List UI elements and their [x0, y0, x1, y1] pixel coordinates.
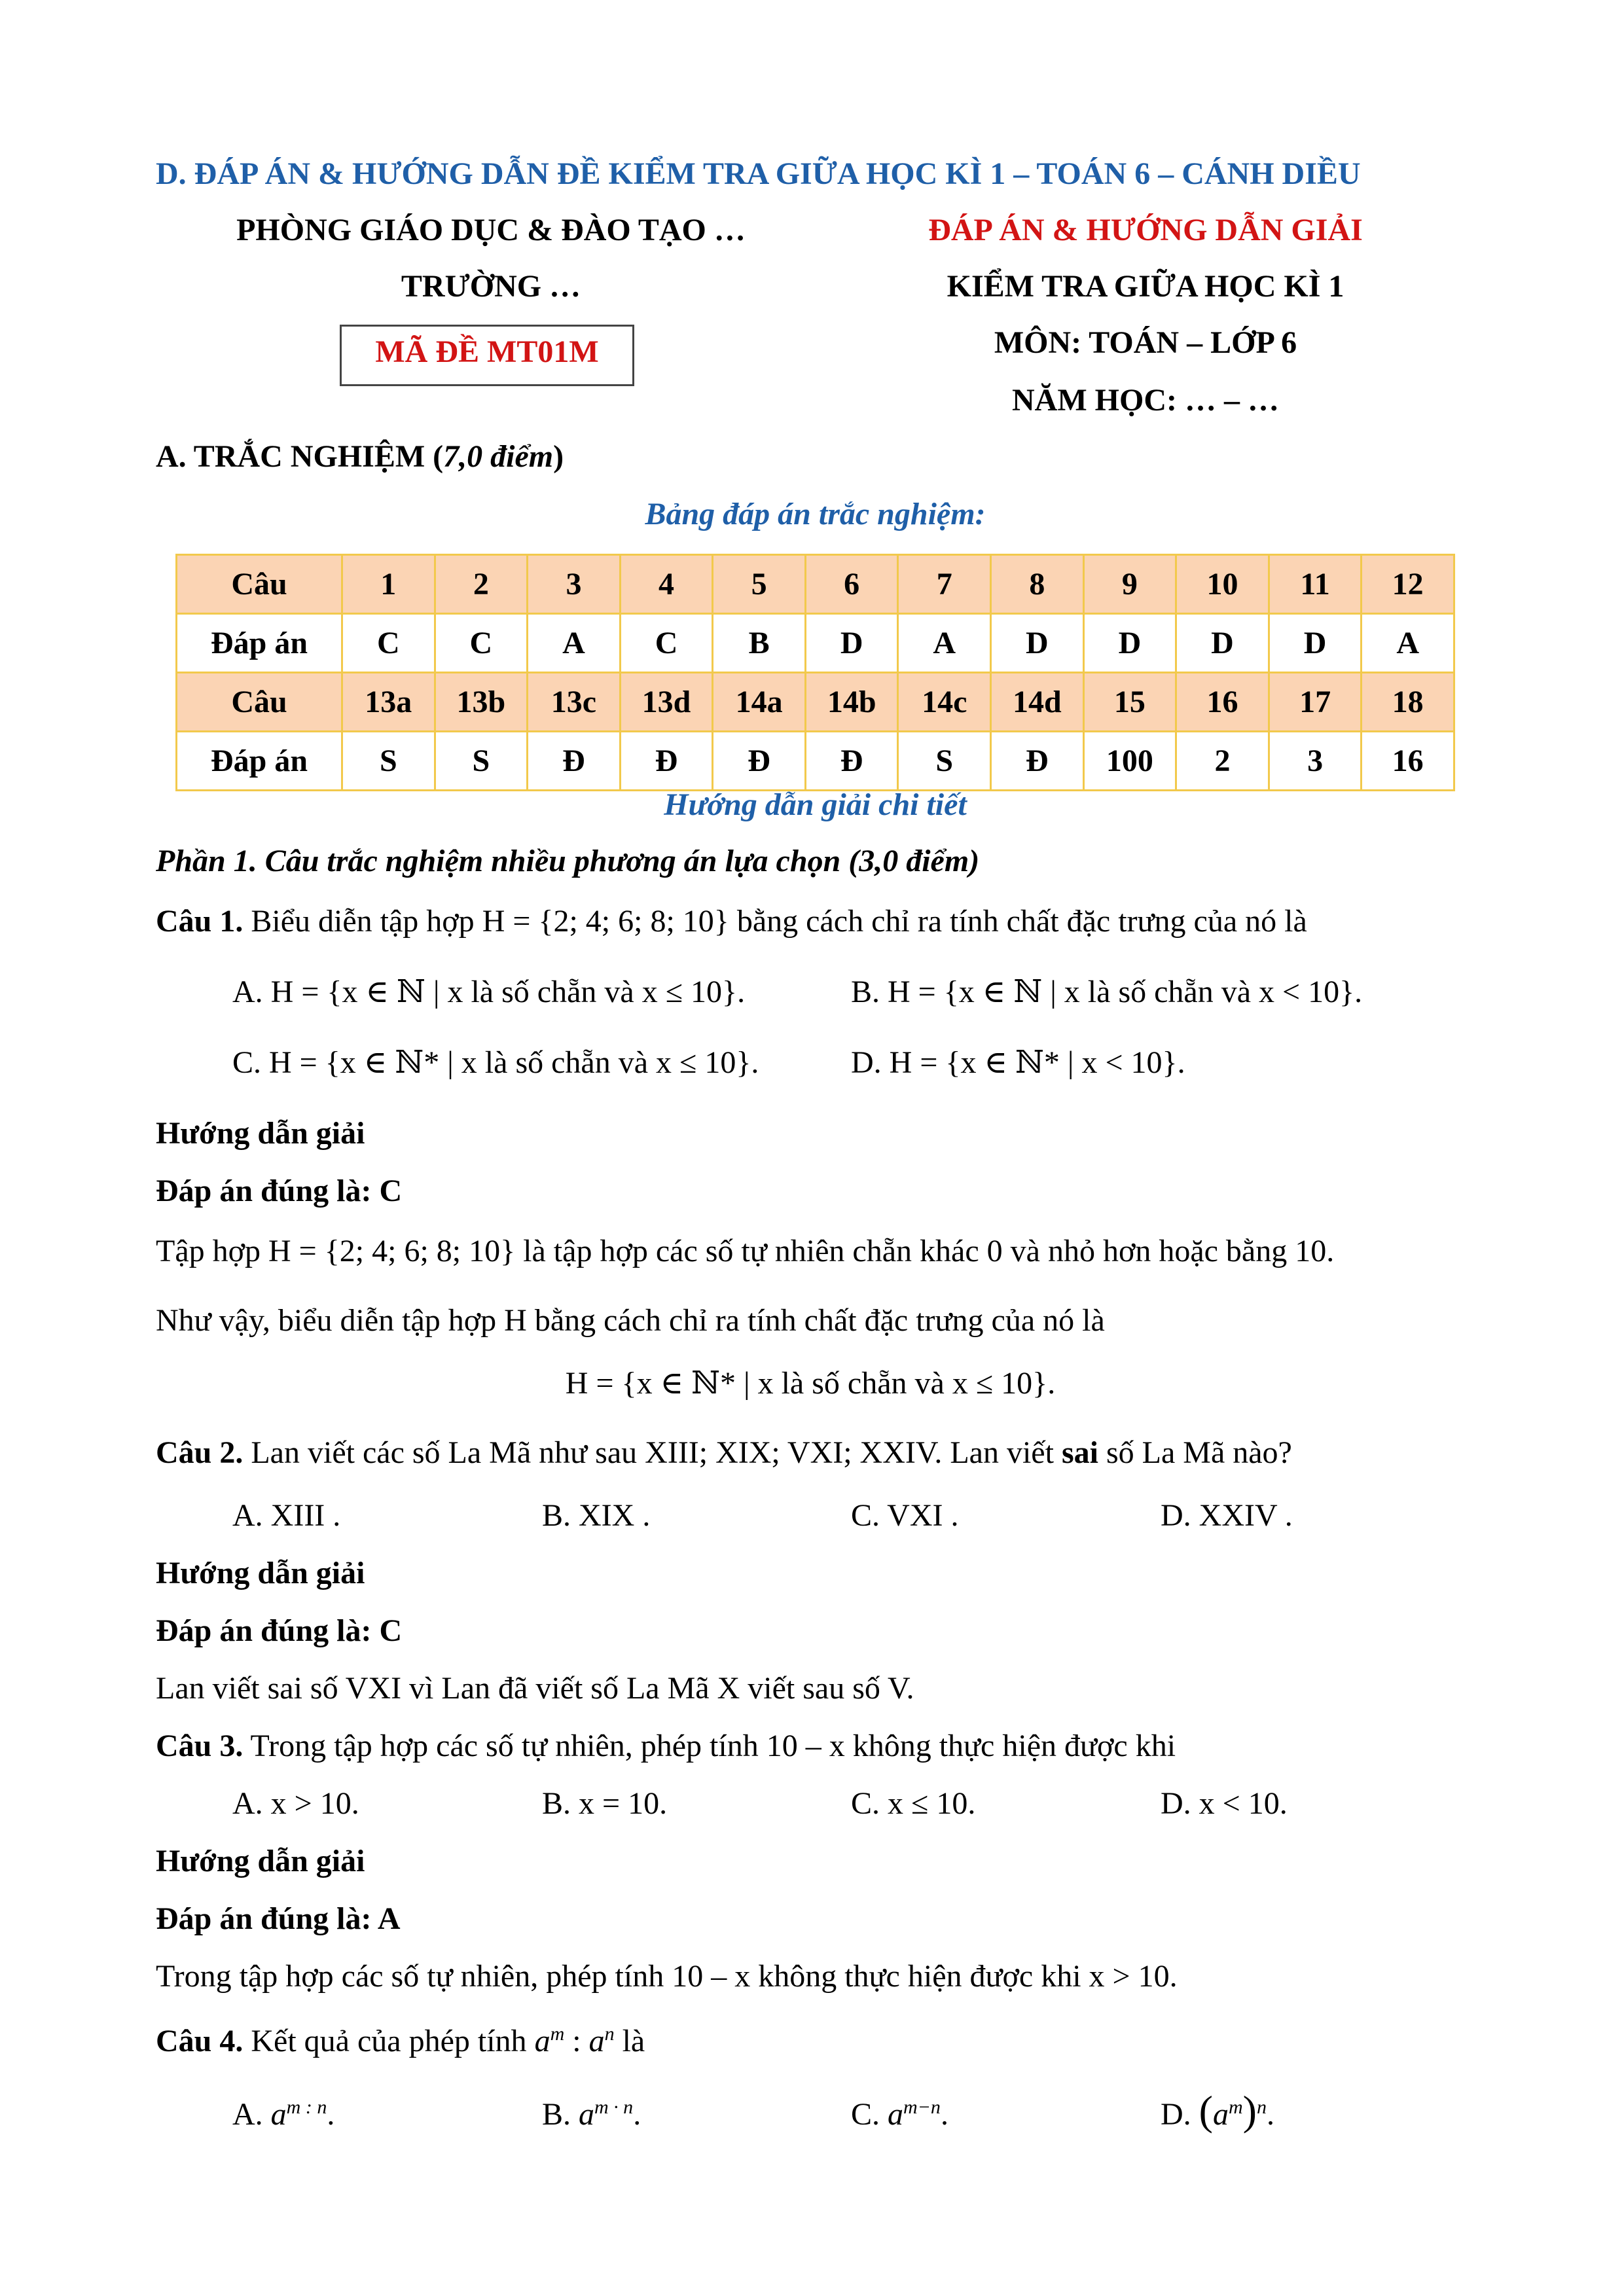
answer-table-cell: A — [1362, 614, 1454, 673]
department-name: PHÒNG GIÁO DỤC & ĐÀO TẠO … — [236, 213, 746, 247]
q3-guide-heading: Hướng dẫn giải — [156, 1844, 365, 1878]
answer-table-cell: 9 — [1083, 555, 1176, 614]
question-1-text-b: bằng cách chỉ ra tính chất đặc trưng của nó là — [736, 904, 1307, 939]
answer-table-cell: 3 — [1269, 732, 1362, 791]
q2-guide-heading: Hướng dẫn giải — [156, 1556, 365, 1590]
question-1-label: Câu 1. — [156, 904, 244, 939]
answer-table-cell: 17 — [1269, 673, 1362, 732]
answer-table-row — [177, 555, 1454, 614]
q3-option-b: B. x = 10. — [542, 1786, 668, 1821]
question-3 — [156, 1727, 1176, 1766]
answer-table-cell: 8 — [991, 555, 1084, 614]
q1-option-c: C. H = {x ∈ ℕ* | x là số chẵn và x ≤ 10}. — [232, 1045, 759, 1080]
answer-table — [175, 554, 1455, 791]
answer-table-cell: 16 — [1362, 732, 1454, 791]
answer-table-row-label: Câu — [177, 555, 342, 614]
q1-option-d: D. H = {x ∈ ℕ* | x < 10}. — [851, 1045, 1185, 1080]
answer-table-cell: 12 — [1362, 555, 1454, 614]
answer-table-cell: C — [620, 614, 713, 673]
answer-table-cell: 13d — [620, 673, 713, 732]
question-4-text-b: là — [622, 2024, 645, 2058]
question-4 — [156, 2015, 645, 2061]
subject-line: MÔN: TOÁN – LỚP 6 — [994, 325, 1297, 360]
answer-table-cell: Đ — [620, 732, 713, 791]
answer-table-cell: A — [898, 614, 991, 673]
answer-table-row — [177, 673, 1454, 732]
question-1-text-a: Biểu diễn tập hợp — [251, 904, 475, 939]
q2-option-a: A. XIII . — [232, 1498, 341, 1533]
answer-table-row — [177, 614, 1454, 673]
q3-explanation-1: Trong tập hợp các số tự nhiên, phép tính 10 – x không thực hiện được khi x > 10. — [156, 1959, 1178, 1994]
q3-option-a: A. x > 10. — [232, 1786, 359, 1821]
q4-option-a-exp: m : n — [286, 2096, 327, 2118]
q3-answer: Đáp án đúng là: A — [156, 1901, 401, 1936]
section-title: D. ĐÁP ÁN & HƯỚNG DẪN ĐỀ KIỂM TRA GIỮA HỌC KÌ 1 – TOÁN 6 – CÁNH DIỀU — [156, 156, 1361, 191]
question-4-label: Câu 4. — [156, 2024, 244, 2058]
q4-expr-op: : — [564, 2024, 589, 2058]
q4-option-d-outer-exp: n — [1256, 2096, 1267, 2118]
q4-expr-base-2: a — [588, 2024, 605, 2058]
q3-option-d: D. x < 10. — [1161, 1786, 1288, 1821]
answer-table-cell: Đ — [991, 732, 1084, 791]
exam-code: MÃ ĐỀ MT01M — [375, 334, 599, 369]
answer-table-cell: 13c — [528, 673, 621, 732]
q2-option-c: C. VXI . — [851, 1498, 959, 1533]
q4-option-a: A. $a^{m : n}$. — [232, 2096, 335, 2132]
answer-table-cell: 13b — [435, 673, 528, 732]
answer-table-cell: Đ — [805, 732, 898, 791]
q4-option-c-label: C. — [851, 2097, 880, 2132]
answer-table-cell: 5 — [713, 555, 806, 614]
question-2 — [156, 1433, 1292, 1473]
q1-explanation-1: Tập hợp H = {2; 4; 6; 8; 10} là tập hợp các số tự nhiên chẵn khác 0 và nhỏ hơn hoặc bằng 10. — [156, 1234, 1335, 1268]
answer-table-cell: S — [898, 732, 991, 791]
q4-option-b-exp: m · n — [594, 2096, 634, 2118]
question-4-text-a: Kết quả của phép tính — [251, 2024, 527, 2058]
answer-table-cell: B — [713, 614, 806, 673]
answer-table-cell: 14c — [898, 673, 991, 732]
answer-table-row-label: Đáp án — [177, 732, 342, 791]
question-2-text-b: số La Mã nào? — [1106, 1435, 1292, 1470]
answer-table-cell: D — [1269, 614, 1362, 673]
q4-option-d: D. $(a^m)^n$. — [1161, 2087, 1274, 2134]
q1-option-b: B. H = {x ∈ ℕ | x là số chẵn và x < 10}. — [851, 975, 1363, 1009]
answer-table-cell: 100 — [1083, 732, 1176, 791]
q4-option-d-inner-exp: m — [1228, 2096, 1243, 2118]
q4-option-b: B. $a^{m \cdot n}$. — [542, 2096, 641, 2132]
answer-table-cell: D — [1083, 614, 1176, 673]
part-a-close: ) — [553, 439, 564, 474]
school-year: NĂM HỌC: … – … — [1012, 383, 1279, 418]
answer-table-cell: Đ — [713, 732, 806, 791]
school-name: TRƯỜNG … — [401, 269, 581, 304]
answer-table-cell: 14a — [713, 673, 806, 732]
answer-table-cell: C — [342, 614, 435, 673]
answer-table-cell: 16 — [1176, 673, 1269, 732]
answer-table-cell: D — [805, 614, 898, 673]
q4-option-a-base: a — [270, 2097, 287, 2132]
answer-table-cell: 6 — [805, 555, 898, 614]
q1-option-a: A. H = {x ∈ ℕ | x là số chẵn và x ≤ 10}. — [232, 975, 746, 1009]
q4-expr-base-1: a — [534, 2024, 550, 2058]
q4-option-c-exp: m−n — [903, 2096, 941, 2118]
answer-table-cell: 2 — [435, 555, 528, 614]
q4-option-d-inner-base: a — [1212, 2097, 1229, 2132]
answer-table-cell: 18 — [1362, 673, 1454, 732]
answer-table-cell: 13a — [342, 673, 435, 732]
answer-table-row — [177, 732, 1454, 791]
answer-table-cell: 2 — [1176, 732, 1269, 791]
question-1-set: H = {2; 4; 6; 8; 10} — [482, 904, 729, 939]
part-a-title — [156, 437, 564, 476]
q4-option-d-label: D. — [1161, 2097, 1191, 2132]
answer-table-cell: 14b — [805, 673, 898, 732]
q2-option-b: B. XIX . — [542, 1498, 651, 1533]
part1-title: Phần 1. Câu trắc nghiệm nhiều phương án lựa chọn (3,0 điểm) — [156, 844, 980, 878]
answer-table-cell: 11 — [1269, 555, 1362, 614]
question-3-label: Câu 3. — [156, 1729, 244, 1763]
answer-table-cell: S — [342, 732, 435, 791]
answer-table-row-label: Câu — [177, 673, 342, 732]
question-2-emphasis: sai — [1061, 1435, 1098, 1470]
answer-table-cell: S — [435, 732, 528, 791]
answer-guide-title: ĐÁP ÁN & HƯỚNG DẪN GIẢI — [928, 213, 1363, 247]
q1-explanation-2: Như vậy, biểu diễn tập hợp H bằng cách chỉ ra tính chất đặc trưng của nó là — [156, 1303, 1105, 1338]
answer-table-cell: 15 — [1083, 673, 1176, 732]
answer-table-cell: 10 — [1176, 555, 1269, 614]
answer-table-cell: 3 — [528, 555, 621, 614]
q1-guide-heading: Hướng dẫn giải — [156, 1116, 365, 1151]
question-2-text-a: Lan viết các số La Mã như sau XIII; XIX; VXI; XXIV. Lan viết — [251, 1435, 1054, 1470]
answer-table-cell: 7 — [898, 555, 991, 614]
q4-option-b-label: B. — [542, 2097, 571, 2132]
exam-title: KIỂM TRA GIỮA HỌC KÌ 1 — [947, 269, 1344, 304]
answer-table-row-label: Đáp án — [177, 614, 342, 673]
answer-table-cell: 4 — [620, 555, 713, 614]
q4-option-c-base: a — [888, 2097, 904, 2132]
q1-answer: Đáp án đúng là: C — [156, 1174, 403, 1208]
answer-table-cell: 14d — [991, 673, 1084, 732]
table-caption: Bảng đáp án trắc nghiệm: — [645, 497, 986, 531]
answer-table-cell: D — [991, 614, 1084, 673]
q4-option-a-label: A. — [232, 2097, 263, 2132]
q1-explanation-3: H = {x ∈ ℕ* | x là số chẵn và x ≤ 10}. — [565, 1366, 1056, 1401]
answer-table-cell: 1 — [342, 555, 435, 614]
question-1 — [156, 902, 1307, 941]
q4-expr-exp-1: m — [550, 2023, 565, 2045]
question-3-text: Trong tập hợp các số tự nhiên, phép tính 10 – x không thực hiện được khi — [250, 1729, 1176, 1763]
q2-explanation-1: Lan viết sai số VXI vì Lan đã viết số La Mã X viết sau số V. — [156, 1671, 914, 1706]
answer-table-cell: D — [1176, 614, 1269, 673]
question-2-label: Câu 2. — [156, 1435, 244, 1470]
answer-table-cell: C — [435, 614, 528, 673]
q2-option-d: D. XXIV . — [1161, 1498, 1293, 1533]
q4-option-c: C. $a^{m-n}$. — [851, 2096, 948, 2132]
part-a-points: 7,0 điểm — [443, 439, 554, 474]
guide-title: Hướng dẫn giải chi tiết — [664, 787, 967, 822]
q3-option-c: C. x ≤ 10. — [851, 1786, 976, 1821]
q4-option-b-base: a — [579, 2097, 595, 2132]
answer-table-cell: A — [528, 614, 621, 673]
q2-answer: Đáp án đúng là: C — [156, 1613, 403, 1648]
part-a-label: A. TRẮC NGHIỆM ( — [156, 439, 444, 474]
q4-expr-exp-2: n — [604, 2023, 615, 2045]
answer-table-cell: Đ — [528, 732, 621, 791]
